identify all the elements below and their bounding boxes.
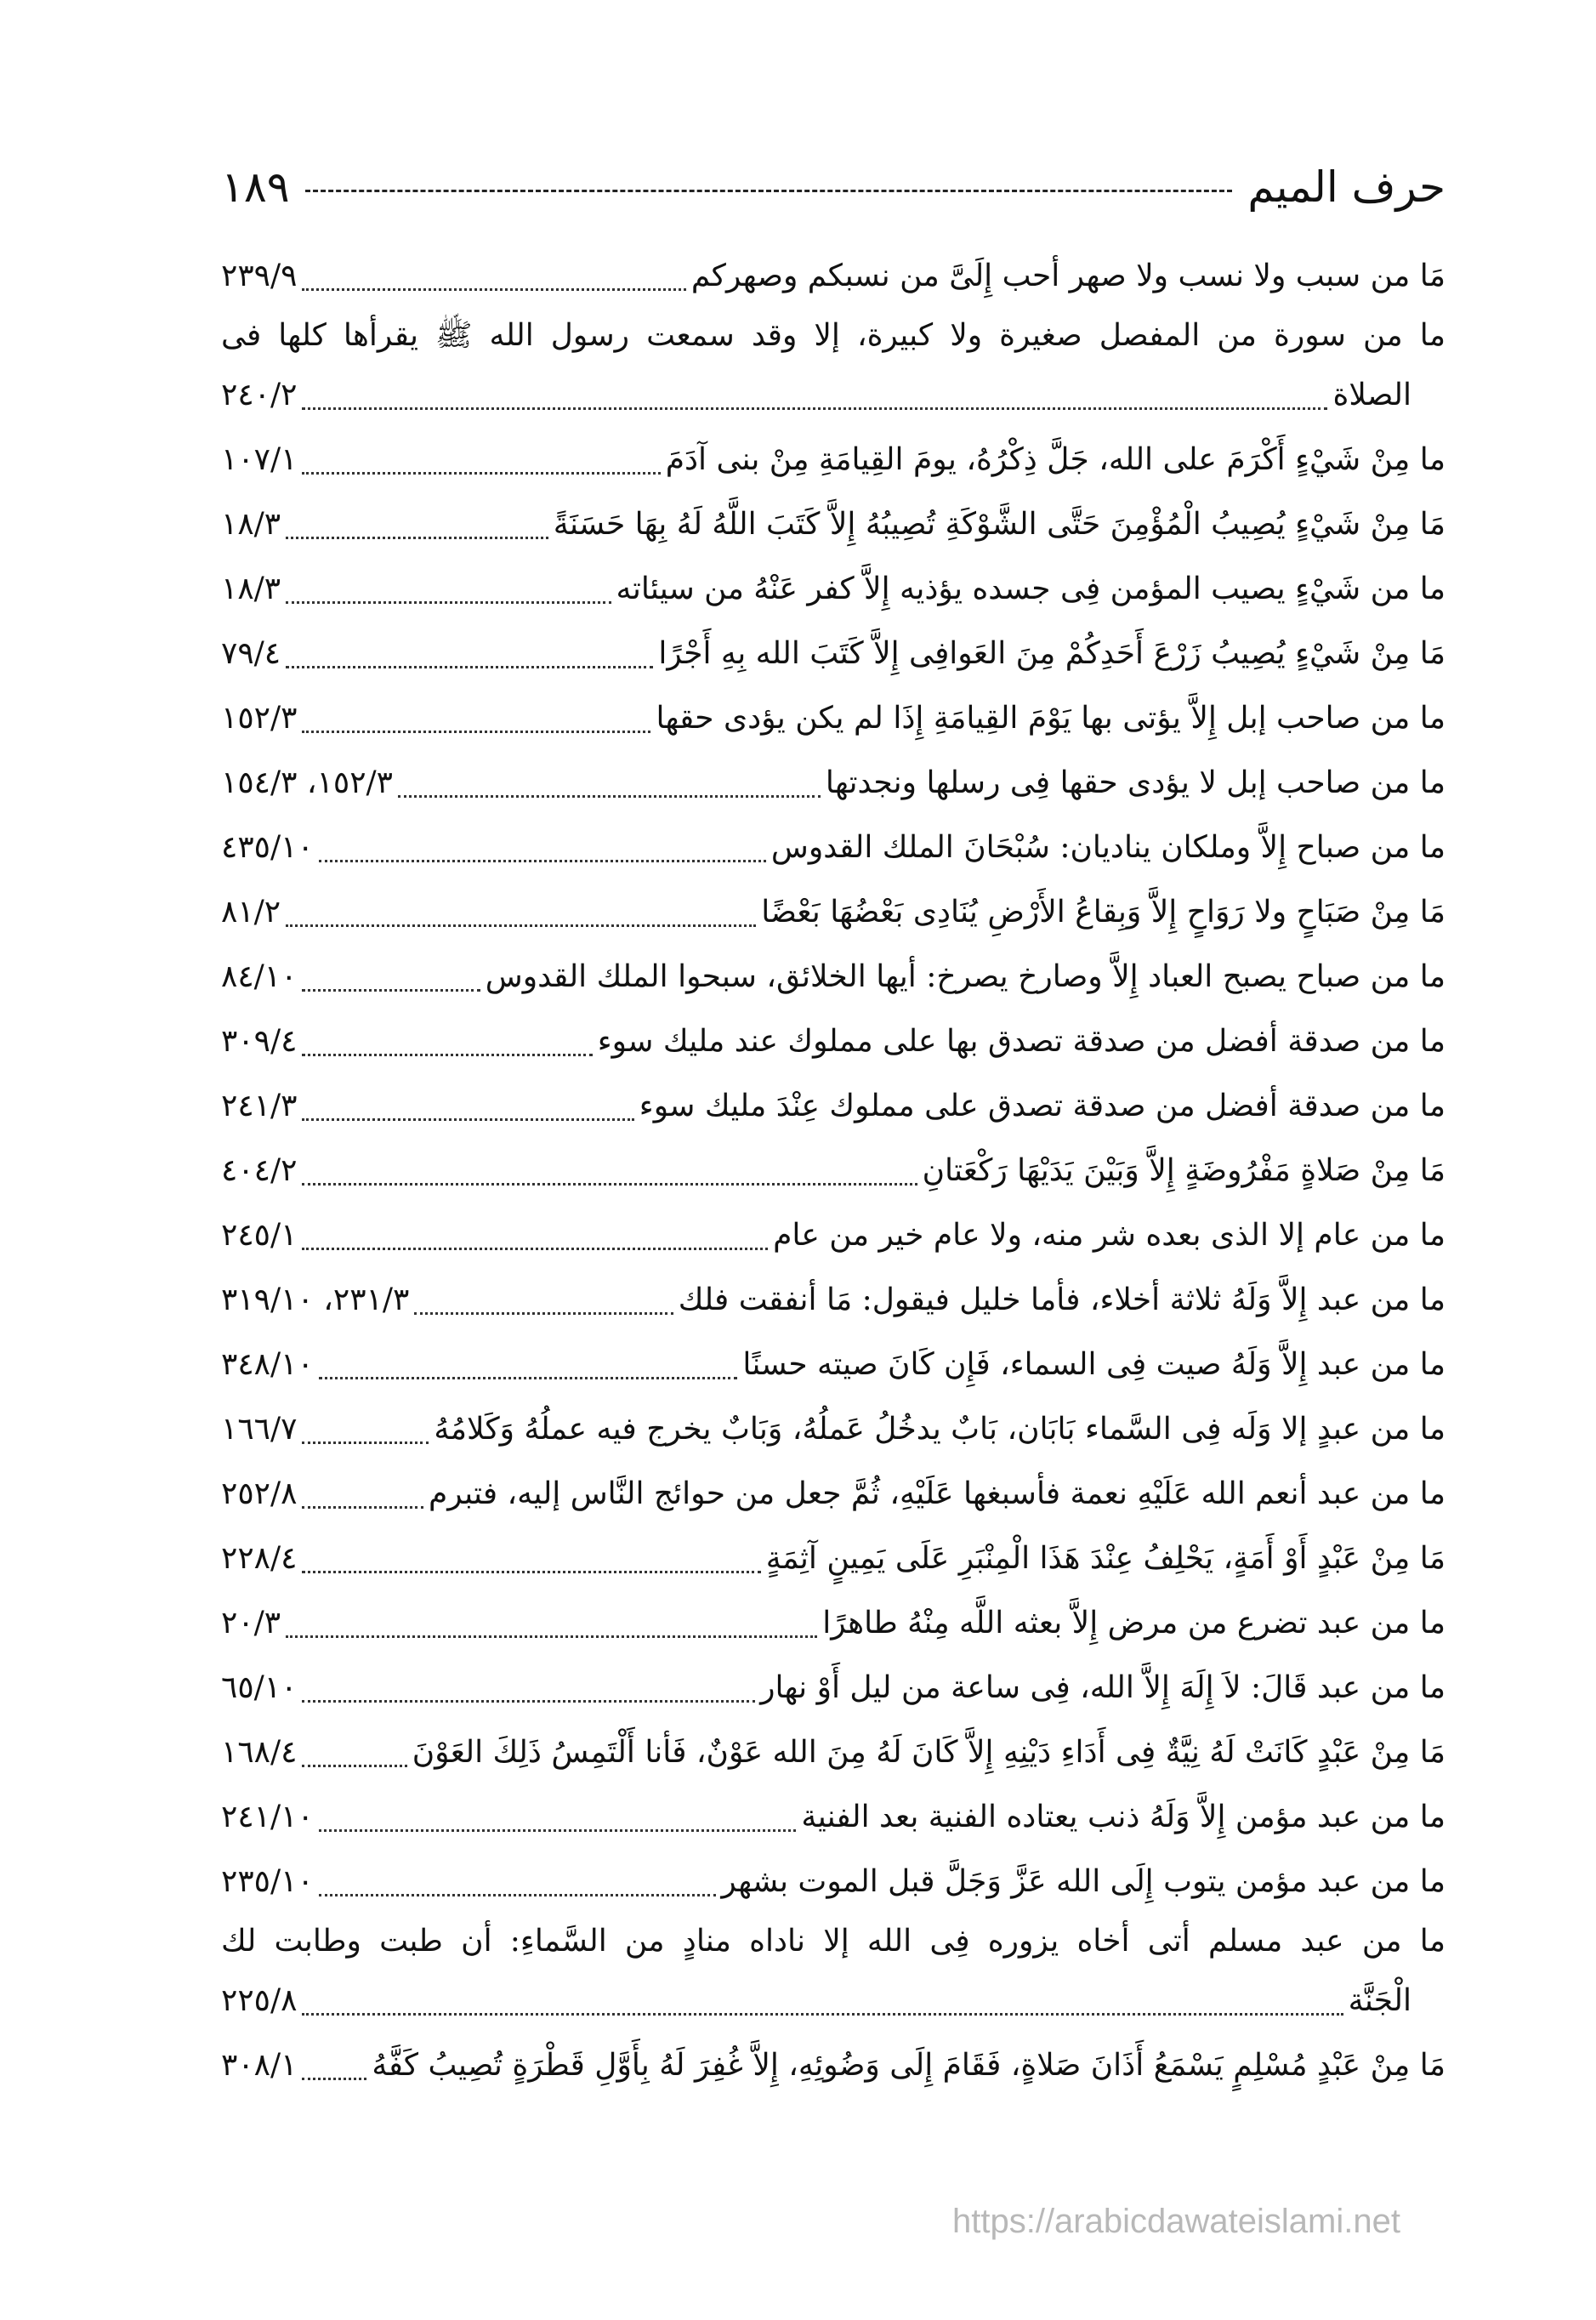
dot-leader — [302, 1183, 917, 1186]
index-entry — [221, 1718, 1445, 1783]
entry-reference: ٣٠٩/٤ — [221, 1024, 298, 1059]
entry-text: مَا مِنْ عَبْدٍ مُسْلِمٍ يَسْمَعُ أَذَانَ صَلاةٍ، فَقَامَ إِلَى وَضُوئِهِ، إِلاَّ غُفِرَ لَهُ بِأَوَّلِ قَطْرَةٍ تُصِيبُ كَفَّهُ — [372, 2048, 1445, 2083]
dot-leader — [302, 1118, 633, 1121]
entry-text-continued: الصلاة — [1332, 378, 1411, 412]
entry-text: ما من شَيْءٍ يصيب المؤمن فِى جسده يؤذيه إِلاَّ كفر عَنْهُ من سيئاته — [616, 571, 1445, 606]
dot-leader — [286, 666, 653, 668]
entry-text: ما من عبد إِلاَّ وَلَهُ ثلاثة أخلاء، فأما خليل فيقول: مَا أنفقت فلك — [678, 1282, 1445, 1317]
index-entry — [221, 813, 1445, 878]
entry-reference: ٦٥/١٠ — [221, 1670, 298, 1705]
entry-text: مَا مِنْ عَبْدٍ أَوْ أَمَةٍ، يَحْلِفُ عِنْدَ هَذَا الْمِنْبَرِ عَلَى يَمِينٍ آثِمَةٍ — [765, 1541, 1445, 1576]
entry-reference: ٢٣٩/٩ — [221, 259, 298, 293]
entry-reference: ٢٤٠/٢ — [221, 378, 298, 412]
dot-leader — [398, 795, 821, 798]
dot-leader — [302, 1765, 406, 1767]
entry-reference: ٢٤٥/١ — [221, 1218, 298, 1253]
entry-reference: ١٨/٣ — [221, 507, 281, 542]
entry-text: ما مِنْ شَيْءٍ أَكْرَمَ على الله، جَلَّ ذِكْرُهُ، يومَ القِيامَةِ مِنْ بنى آدَمَ — [665, 442, 1445, 477]
entry-continuation — [221, 366, 1445, 425]
dot-leader — [286, 924, 756, 927]
index-entry — [221, 1201, 1445, 1265]
dot-leader — [302, 1054, 592, 1056]
entry-text: ما من عام إلا الذى بعده شر منه، ولا عام خير من عام — [773, 1218, 1445, 1253]
entry-text: مَا مِنْ عَبْدٍ كَانَتْ لَهُ نِيَّةٌ فِى أَدَاءِ دَيْنِهِ إِلاَّ كَانَ لَهُ مِنَ الله عَوْنٌ، فَأنا أَلْتَمِسُ ذَلِكَ العَوْنَ — [412, 1735, 1445, 1770]
entry-reference: ١٦٨/٤ — [221, 1735, 298, 1770]
entry-text: ما من صباح إِلاَّ وملكان يناديان: سُبْحَانَ الملك القدوس — [770, 830, 1445, 865]
entry-text: ما من عبد مسلم أتى أخاه يزوره فِى الله إلا ناداه منادٍ من السَّماءِ: أن طبت وطابت لك — [221, 1924, 1445, 1959]
index-entry — [221, 1265, 1445, 1330]
entry-text: مَا مِنْ شَيْءٍ يُصِيبُ الْمُؤْمِنَ حَتَّى الشَّوْكَةِ تُصِيبُهُ إِلاَّ كَتَبَ اللَّهُ لَهُ بِهَا حَسَنَةً — [553, 507, 1445, 542]
dot-leader — [302, 2078, 366, 2080]
index-entry — [221, 942, 1445, 1007]
index-entry — [221, 1395, 1445, 1459]
index-entry — [221, 1330, 1445, 1395]
entry-reference: ٤٣٥/١٠ — [221, 830, 314, 865]
index-entry — [221, 748, 1445, 813]
index-entry — [221, 554, 1445, 619]
entry-text: ما من عبد مؤمن يتوب إِلَى الله عَزَّ وَجَلَّ قبل الموت بشهر — [721, 1864, 1445, 1899]
index-entry — [221, 1072, 1445, 1136]
entry-text: ما من صاحب إبل لا يؤدى حقها فِى رسلها ونجدتها — [825, 765, 1445, 800]
entry-reference: ٢٥٢/٨ — [221, 1476, 298, 1511]
entry-reference: ٨١/٢ — [221, 895, 281, 930]
chapter-title: حرف الميم — [1247, 162, 1445, 212]
index-entry — [221, 425, 1445, 490]
entry-text: ما من صدقة أفضل من صدقة تصدق بها على مملوك عند مليك سوء — [597, 1024, 1445, 1059]
entry-reference: ٢٠/٣ — [221, 1606, 281, 1640]
entry-text: ما من عبد تضرع من مرض إِلاَّ بعثه اللَّه مِنْهُ طاهرًا — [822, 1606, 1445, 1640]
dot-leader — [302, 472, 660, 475]
dot-leader — [302, 1571, 760, 1573]
index-entry — [221, 1847, 1445, 1912]
header-rule — [305, 190, 1233, 192]
index-entry — [221, 2031, 1445, 2095]
hadith-index-list — [221, 242, 1445, 2095]
dot-leader — [302, 2013, 1343, 2016]
index-entry — [221, 242, 1445, 306]
entry-reference: ١٥٢/٣، ١٥٤/٣ — [221, 765, 394, 800]
entry-text-continued: الْجَنَّة — [1348, 1983, 1411, 2018]
entry-reference: ٤٠٤/٢ — [221, 1153, 298, 1188]
entry-reference: ٢٢٥/٨ — [221, 1983, 298, 2018]
dot-leader — [414, 1312, 673, 1315]
dot-leader — [319, 1829, 797, 1832]
dot-leader — [302, 1441, 429, 1444]
entry-reference: ٣٠٨/١ — [221, 2048, 298, 2083]
dot-leader — [302, 1248, 768, 1250]
dot-leader — [286, 1635, 817, 1638]
entry-reference: ١٥٢/٣ — [221, 701, 298, 736]
index-entry — [221, 1589, 1445, 1653]
entry-text: ما من عبد أنعم الله عَلَيْهِ نعمة فأسبغها عَلَيْهِ، ثُمَّ جعل من حوائج النَّاس إليه، فتبرم — [429, 1476, 1445, 1511]
index-entry — [221, 1783, 1445, 1847]
source-watermark: https://arabicdawateislami.net — [952, 2203, 1400, 2240]
entry-reference: ١٦٦/٧ — [221, 1412, 298, 1447]
dot-leader — [286, 537, 548, 539]
dot-leader — [302, 989, 480, 992]
dot-leader — [319, 860, 766, 862]
index-entry — [221, 1136, 1445, 1201]
index-entry — [221, 1459, 1445, 1524]
dot-leader — [302, 1700, 755, 1703]
index-entry — [221, 684, 1445, 748]
entry-text: مَا مِنْ شَيْءٍ يُصِيبُ زَرْعَ أَحَدِكُمْ مِنَ العَوافِى إِلاَّ كَتَبَ الله بِهِ أَجْرًا — [658, 636, 1445, 671]
entry-text: ما من عبد مؤمن إِلاَّ وَلَهُ ذنب يعتاده الفنية بعد الفنية — [801, 1800, 1445, 1834]
index-entry — [221, 1524, 1445, 1589]
index-entry — [221, 619, 1445, 684]
entry-text: ما من عبدٍ إلا وَلَه فِى السَّماء بَابَان، بَابٌ يدخُلُ عَملُهُ، وَبَابٌ يخرج فيه عملُهُ وَكَلامُهُ — [434, 1412, 1445, 1447]
index-entry — [221, 878, 1445, 942]
entry-reference: ٨٤/١٠ — [221, 959, 298, 994]
page-number: ١٨٩ — [221, 162, 290, 212]
entry-reference: ٢٣٥/١٠ — [221, 1864, 314, 1899]
index-entry — [221, 1007, 1445, 1072]
index-page — [221, 145, 1445, 2095]
entry-continuation — [221, 1971, 1445, 2031]
entry-text: ما من صباح يصبح العباد إِلاَّ وصارخ يصرخ: أيها الخلائق، سبحوا الملك القدوس — [485, 959, 1445, 994]
entry-reference: ٢٤١/١٠ — [221, 1800, 314, 1834]
entry-reference: ٣٤٨/١٠ — [221, 1347, 314, 1382]
entry-text: ما من سورة من المفصل صغيرة ولا كبيرة، إلا وقد سمعت رسول الله ﷺ يقرأها كلها فى — [221, 318, 1445, 353]
index-entry — [221, 1653, 1445, 1718]
page-header — [221, 145, 1445, 230]
entry-text: ما من عبد قَالَ: لاَ إِلَهَ إِلاَّ الله، فِى ساعة من ليل أَوْ نهار — [760, 1670, 1445, 1705]
entry-reference: ٢٣١/٣، ٣١٩/١٠ — [221, 1282, 410, 1317]
dot-leader — [302, 288, 685, 291]
entry-reference: ٢٢٨/٤ — [221, 1541, 298, 1576]
dot-leader — [319, 1377, 738, 1379]
entry-reference: ١٠٧/١ — [221, 442, 298, 477]
entry-text: مَا من سبب ولا نسب ولا صهر أحب إِلَىَّ من نسبكم وصهركم — [690, 259, 1445, 293]
dot-leader — [302, 731, 650, 733]
entry-text: مَا مِنْ صَلاةٍ مَفْرُوضَةٍ إِلاَّ وَبَيْنَ يَدَيْهَا رَكْعَتانِ — [922, 1153, 1445, 1188]
entry-text: ما من عبد إِلاَّ وَلَهُ صيت فِى السماء، فَإِن كَانَ صيته حسنًا — [742, 1347, 1445, 1382]
index-entry — [221, 306, 1445, 425]
entry-reference: ٧٩/٤ — [221, 636, 281, 671]
dot-leader — [302, 1506, 423, 1509]
index-entry — [221, 1912, 1445, 2031]
index-entry — [221, 490, 1445, 554]
dot-leader — [286, 601, 611, 604]
entry-reference: ٢٤١/٣ — [221, 1089, 298, 1123]
entry-text: مَا مِنْ صَبَاحٍ ولا رَوَاحٍ إِلاَّ وَبِقاعُ الأَرْضِ يُنَادِى بَعْضُهَا بَعْضًا — [761, 895, 1445, 930]
entry-text: ما من صاحب إبل إِلاَّ يؤتى بها يَوْمَ القِيامَةِ إِذَا لم يكن يؤدى حقها — [656, 701, 1445, 736]
dot-leader — [302, 407, 1327, 410]
entry-reference: ١٨/٣ — [221, 571, 281, 606]
dot-leader — [319, 1894, 717, 1896]
entry-text: ما من صدقة أفضل من صدقة تصدق على مملوك عِنْدَ مليك سوء — [639, 1089, 1445, 1123]
